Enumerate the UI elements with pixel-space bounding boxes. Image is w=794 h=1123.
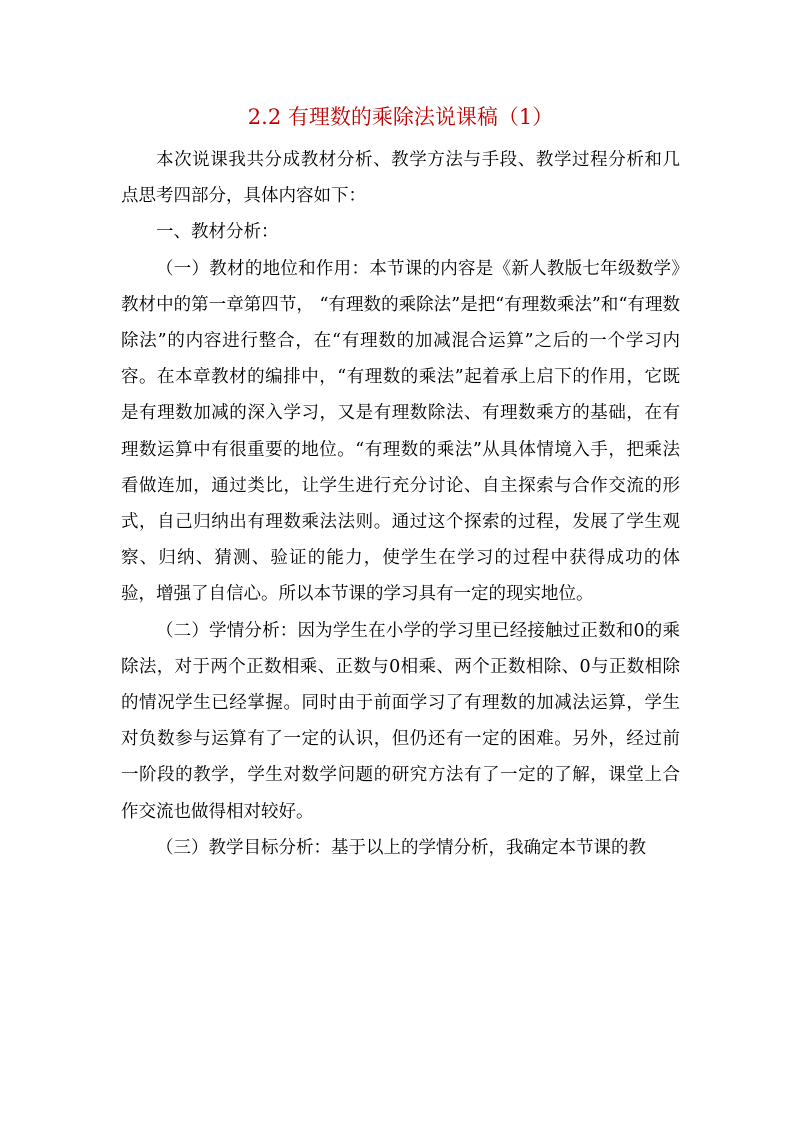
document-title: 2.2 有理数的乘除法说课稿（1） [247, 105, 554, 129]
paragraph-section-1-heading: 一、教材分析： [156, 222, 279, 243]
paragraph-textbook-role: （一）教材的地位和作用：本节课的内容是《新人教版七年级数学》教材中的第一章第四节， “有理数的乘除法”是把“有理数乘法”和“有理数除法”的内容进行整合，在“有理数的加减混合运算”之后的一个学习内容。在本章教材的编排中，“有理数的乘法”起着承上启下的作用，它既是有理数加减的深入学习，又是有理数除法、有理数乘方的基础，在有理数运算中有很重要的地位。“有理数的乘法”从具体情境入手，把乘法看做连加，通过类比，让学生进行充分讨论、自主探索与合作交流的形式，自己归纳出有理数乘法法则。通过这个探索的过程，发展了学生观察、归纳、猜测、验证的能力，使学生在学习的过程中获得成功的体验，增强了自信心。所以本节课的学习具有一定的现实地位。 [121, 258, 680, 605]
paragraph-teaching-goals: （三）教学目标分析：基于以上的学情分析，我确定本节课的教 [156, 837, 646, 858]
document-page [121, 100, 680, 866]
paragraph-student-analysis: （二）学情分析：因为学生在小学的学习里已经接触过正数和0的乘除法，对于两个正数相乘、正数与0相乘、两个正数相除、0与正数相除的情况学生已经掌握。同时由于前面学习了有理数的加减法运算，学生对负数参与运算有了一定的认识，但仍还有一定的困难。另外，经过前一阶段的教学，学生对数学问题的研究方法有了一定的了解，课堂上合作交流也做得相对较好。 [121, 620, 680, 822]
paragraph-intro: 本次说课我共分成教材分析、教学方法与手段、教学过程分析和几点思考四部分，具体内容如下： [121, 150, 680, 207]
